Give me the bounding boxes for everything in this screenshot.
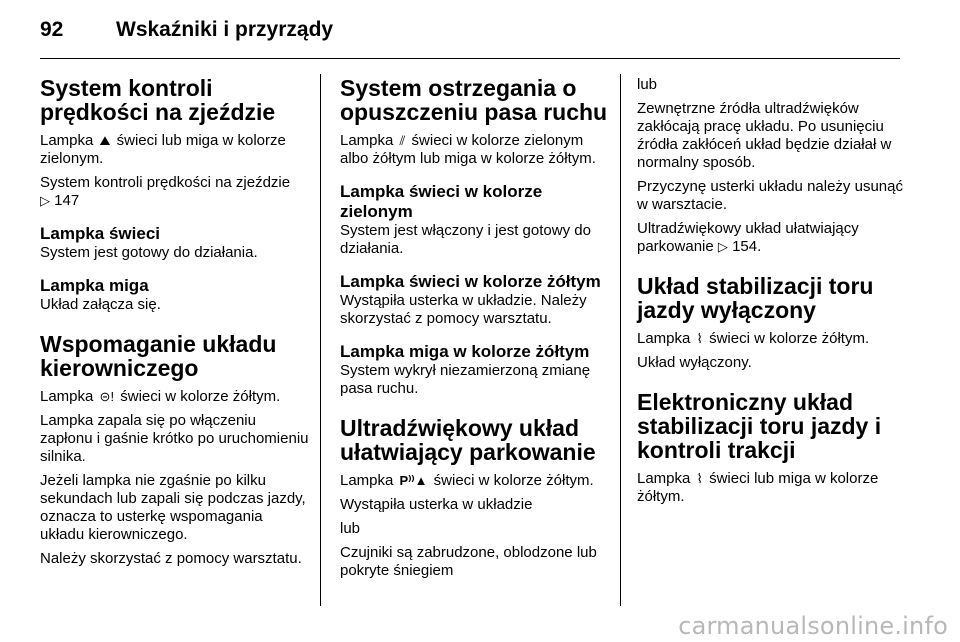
text: świeci w kolorze żółtym.	[433, 472, 594, 489]
paragraph	[340, 472, 610, 490]
subheading: Lampka świeci w kolorze żółtym	[340, 272, 601, 291]
section-title-lane-departure: System ostrzegania o opuszczeniu pasa ruchu	[340, 75, 608, 125]
paragraph: Układ załącza się.	[40, 296, 161, 313]
ref-arrow-icon: ▷	[717, 239, 728, 254]
text: Lampka	[637, 330, 691, 347]
text: Lampka	[340, 132, 394, 149]
paragraph: Przyczynę usterki układu należy usunąć w warsztacie.	[637, 178, 903, 213]
descent-control-icon: ⛰	[99, 133, 111, 148]
column-divider-1	[320, 74, 321, 606]
page-reference-link[interactable]: 147	[54, 192, 80, 209]
subheading: Lampka świeci	[40, 224, 161, 243]
text: świeci lub miga w kolorze zielonym.	[40, 132, 286, 167]
paragraph: Lampka zapala się po włączeniu zapłonu i gaśnie krótko po uruchomieniu silnika.	[40, 412, 309, 465]
paragraph: lub	[340, 520, 361, 537]
paragraph	[40, 388, 310, 406]
paragraph: Należy skorzystać z pomocy warsztatu.	[40, 550, 302, 567]
paragraph: System wykrył niezamierzoną zmianę pasa ruchu.	[340, 362, 591, 397]
text: Lampka	[340, 472, 394, 489]
paragraph: System jest włączony i jest gotowy do działania.	[340, 222, 591, 257]
text: świeci w kolorze żółtym.	[709, 330, 870, 347]
subheading: Lampka świeci w kolorze zielonym	[340, 182, 543, 221]
column-2	[340, 76, 610, 580]
paragraph: Wystąpiła usterka w układzie. Należy skorzystać z pomocy warsztatu.	[340, 292, 587, 327]
text: świeci w kolorze żółtym.	[120, 388, 281, 405]
esc-off-icon: ⌇	[696, 331, 703, 346]
column-1	[40, 76, 310, 568]
section-title-descent-control: System kontroli prędkości na zjeździe	[40, 75, 276, 125]
paragraph	[40, 132, 310, 168]
page-reference-link[interactable]: 154.	[732, 238, 762, 255]
lane-departure-icon: ⫽	[399, 133, 406, 148]
paragraph: Czujniki są zabrudzone, oblodzone lub pokryte śniegiem	[340, 544, 597, 579]
section-title-parking-assist: Ultradźwiękowy układ ułatwiający parkowanie	[340, 415, 596, 465]
paragraph: Układ wyłączony.	[637, 354, 752, 371]
section-title-esc-traction: Elektroniczny układ stabilizacji toru jazdy i kontroli trakcji	[637, 389, 882, 463]
text: Ultradźwiękowy układ ułatwiający parkowanie	[637, 220, 859, 255]
esc-icon: ⌇	[696, 471, 703, 486]
paragraph	[637, 220, 907, 256]
text: Lampka	[40, 388, 94, 405]
paragraph: Jeżeli lampka nie zgaśnie po kilku sekundach lub zapali się podczas jazdy, oznacza to usterkę wspomagania układu kierowniczego.	[40, 472, 306, 543]
paragraph	[637, 470, 907, 506]
subheading: Lampka miga w kolorze żółtym	[340, 342, 590, 361]
watermark: carmanualsonline.info	[678, 612, 948, 640]
paragraph: lub	[637, 76, 658, 93]
paragraph	[637, 330, 907, 348]
paragraph	[340, 132, 610, 168]
paragraph: System jest gotowy do działania.	[40, 244, 258, 261]
text: świeci w kolorze zielonym albo żółtym lub miga w kolorze żółtym.	[340, 132, 596, 167]
parking-assist-icon: P⁾⁾▲	[399, 473, 428, 488]
paragraph: Wystąpiła usterka w układzie	[340, 496, 533, 513]
page-number: 92	[40, 18, 64, 41]
column-3	[637, 76, 907, 506]
text: Lampka	[40, 132, 94, 149]
section-title-esc-off: Układ stabilizacji toru jazdy wyłączony	[637, 273, 874, 323]
column-divider-2	[620, 74, 621, 606]
paragraph	[40, 174, 310, 210]
text: System kontroli prędkości na zjeździe	[40, 174, 291, 191]
ref-arrow-icon: ▷	[40, 193, 50, 208]
paragraph: Zewnętrzne źródła ultradźwięków zakłócają pracę układu. Po usunięciu źródła zakłóceń układ będzie działał w normalny sposób.	[637, 100, 892, 171]
header-rule	[40, 58, 900, 59]
subheading: Lampka miga	[40, 276, 149, 295]
page-title: Wskaźniki i przyrządy	[116, 18, 334, 41]
text: Lampka	[637, 470, 691, 487]
power-steering-icon: ⊝!	[99, 389, 115, 404]
text: świeci lub miga w kolorze żółtym.	[637, 470, 879, 505]
page-header	[40, 10, 900, 50]
section-title-power-steering: Wspomaganie układu kierowniczego	[40, 331, 277, 381]
